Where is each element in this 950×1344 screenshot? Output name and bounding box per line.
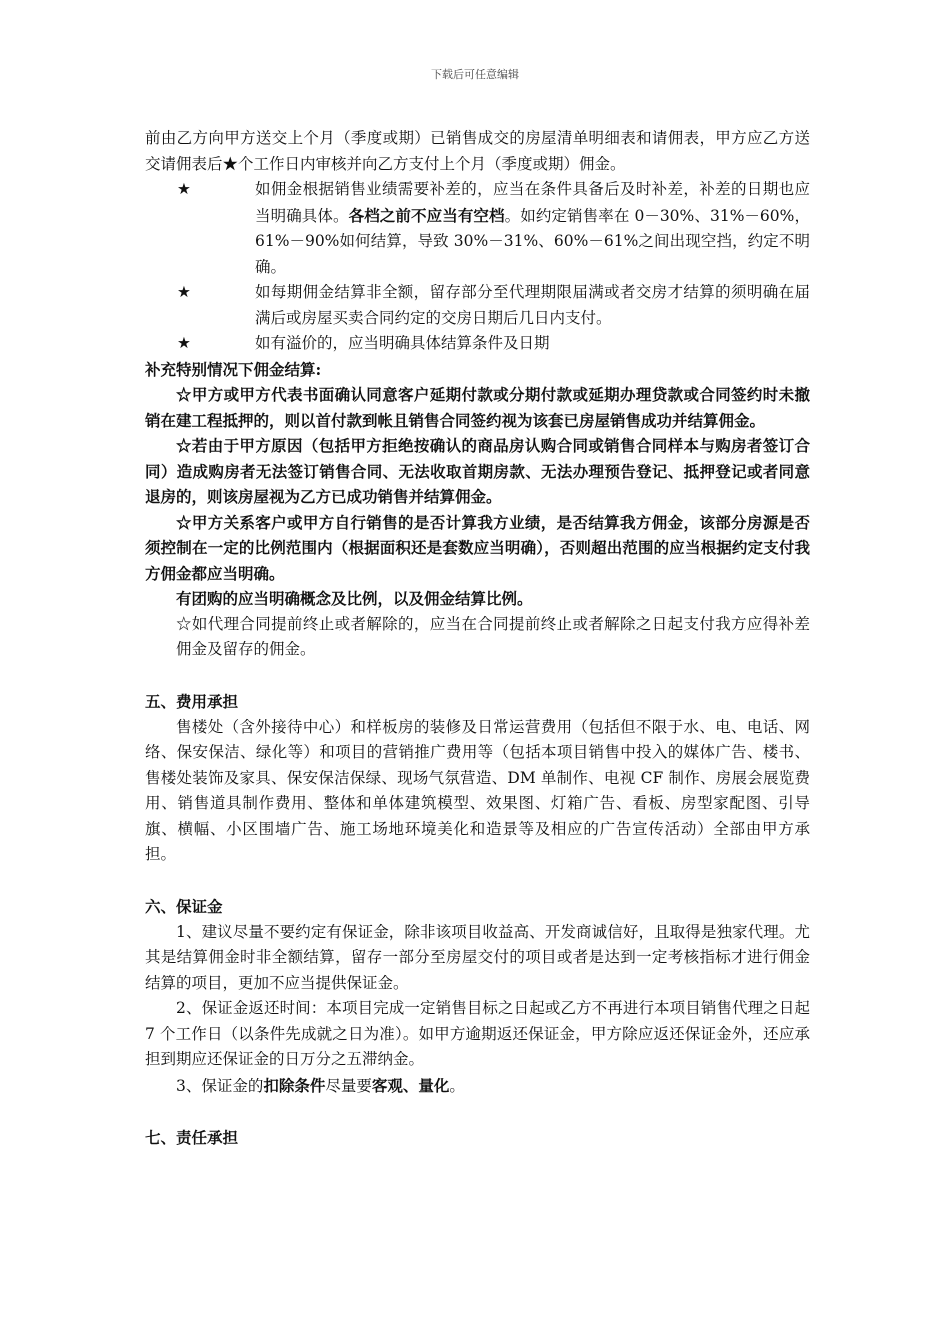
- special-paragraph: ☆如代理合同提前终止或者解除的，应当在合同提前终止或者解除之日起支付我方应得补差佣金及留存的佣金。: [176, 614, 810, 658]
- list-item-text: 如每期佣金结算非全额，留存部分至代理期限届满或者交房才结算的须明确在届满后或房屋买卖合同约定的交房日期后几日内支付。: [255, 283, 810, 327]
- list-item-text: 如佣金根据销售业绩需要补差的，应当在条件具备后及时补差，补差的日期也应当明确具体。各档之前不应当有空档。如约定销售率在 0－30%、31%－60%，61%－90%如何结算，导致 30%－31%、60%－61%之间出现空挡，约定不明确。: [255, 180, 810, 276]
- special-paragraph: ☆甲方或甲方代表书面确认同意客户延期付款或分期付款或延期办理贷款或合同签约时未撤销在建工程抵押的，则以首付款到帐且销售合同签约视为该套已房屋销售成功并结算佣金。: [145, 385, 810, 430]
- special-paragraph: ☆甲方关系客户或甲方自行销售的是否计算我方业绩，是否结算我方佣金，该部分房源是否须控制在一定的比例范围内（根据面积还是套数应当明确），否则超出范围的应当根据约定支付我方佣金都应当明确。: [145, 512, 810, 583]
- section-heading: 七、责任承担: [145, 1128, 239, 1147]
- star-icon: ★: [177, 334, 191, 352]
- star-icon: ★: [177, 283, 191, 301]
- section-paragraph: 2、保证金返还时间：本项目完成一定销售目标之日起或乙方不再进行本项目销售代理之日起 7 个工作日（以条件先成就之日为准）。如甲方逾期返还保证金，甲方除应返还保证金外，还应承担到期应还保证金的日万分之五滞纳金。: [145, 999, 810, 1068]
- document-body: [145, 126, 810, 1151]
- list-item: [145, 331, 810, 357]
- special-paragraph: ☆若由于甲方原因（包括甲方拒绝按确认的商品房认购合同或销售合同样本与购房者签订合同）造成购房者无法签订销售合同、无法收取首期房款、无法办理预告登记、抵押登记或者同意退房的，则该房屋视为乙方已成功销售并结算佣金。: [145, 436, 810, 506]
- special-heading: 补充特别情况下佣金结算:: [145, 359, 322, 379]
- section-heading: 六、保证金: [145, 896, 223, 916]
- star-icon: ★: [177, 180, 191, 198]
- intro-paragraph: 前由乙方向甲方送交上个月（季度或期）已销售成交的房屋清单明细表和请佣表，甲方应乙方送交请佣表后★个工作日内审核并向乙方支付上个月（季度或期）佣金。: [145, 129, 810, 173]
- page-header: 下载后可任意编辑: [431, 68, 519, 81]
- list-item-text: 如有溢价的，应当明确具体结算条件及日期: [255, 334, 550, 352]
- section-paragraph: 3、保证金的扣除条件尽量要客观、量化。: [176, 1075, 465, 1095]
- list-item: [145, 280, 810, 331]
- section-paragraph: 售楼处（含外接待中心）和样板房的装修及日常运营费用（包括但不限于水、电、电话、网络、保安保洁、绿化等）和项目的营销推广费用等（包括本项目销售中投入的媒体广告、楼书、售楼处装饰及家具、保安保洁保绿、现场气氛营造、DM 单制作、电视 CF 制作、房展会展览费用、销售道具制作费用、整体和单体建筑模型、效果图、灯箱广告、看板、房型家配图、引导旗、横幅、小区围墙广告、施工场地环境美化和造景等及相应的广告宣传活动）全部由甲方承担。: [145, 717, 810, 863]
- section-heading: 五、费用承担: [145, 691, 239, 711]
- list-item: [145, 177, 810, 280]
- special-paragraph: 有团购的应当明确概念及比例，以及佣金结算比例。: [176, 589, 533, 608]
- section-paragraph: 1、建议尽量不要约定有保证金，除非该项目收益高、开发商诚信好，且取得是独家代理。尤其是结算佣金时非全额结算，留存一部分至房屋交付的项目或者是达到一定考核指标才进行佣金结算的项目，更加不应当提供保证金。: [145, 922, 810, 992]
